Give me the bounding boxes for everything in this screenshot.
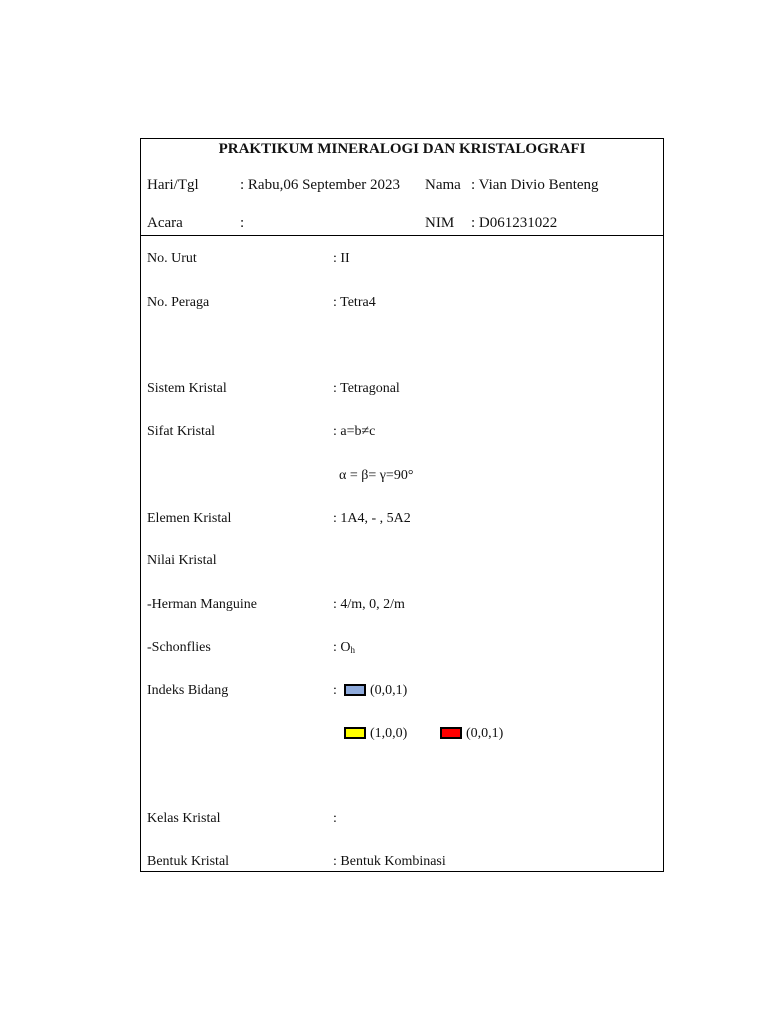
schonflies-subscript: h xyxy=(350,645,355,655)
face-index-item xyxy=(344,726,407,742)
indeks-bidang-label: Indeks Bidang xyxy=(147,683,229,698)
elemen-kristal-label: Elemen Kristal xyxy=(147,511,232,526)
worksheet xyxy=(140,138,664,872)
sifat-kristal-angles: α = β= γ=90° xyxy=(339,468,414,483)
kelas-kristal-label: Kelas Kristal xyxy=(147,811,221,826)
header-block xyxy=(141,139,663,236)
indeks-bidang-colon: : xyxy=(333,683,337,698)
page-title: PRAKTIKUM MINERALOGI DAN KRISTALOGRAFI xyxy=(218,141,586,157)
schonflies-value xyxy=(333,640,355,656)
sistem-kristal-label: Sistem Kristal xyxy=(147,381,227,396)
face-index-text: (1,0,0) xyxy=(370,726,408,741)
acara-value: : xyxy=(240,215,245,231)
no-urut-value: : II xyxy=(333,251,350,266)
no-peraga-value: : Tetra4 xyxy=(333,295,376,310)
elemen-kristal-value: : 1A4, - , 5A2 xyxy=(333,511,411,526)
nilai-kristal-label: Nilai Kristal xyxy=(147,553,217,568)
face-color-swatch xyxy=(344,684,366,696)
acara-label: Acara xyxy=(147,215,183,231)
face-color-swatch xyxy=(344,727,366,739)
no-urut-label: No. Urut xyxy=(147,251,197,266)
face-color-swatch xyxy=(440,727,462,739)
hari-value: : Rabu,06 September 2023 xyxy=(240,177,400,193)
sistem-kristal-value: : Tetragonal xyxy=(333,381,400,396)
nama-label: Nama xyxy=(425,177,461,193)
sifat-kristal-value: : a=b≠c xyxy=(333,424,376,439)
schonflies-label: -Schonflies xyxy=(147,640,211,655)
bentuk-kristal-label: Bentuk Kristal xyxy=(147,854,230,869)
nim-value: : D061231022 xyxy=(471,215,558,231)
nim-label: NIM xyxy=(425,215,455,231)
face-index-item xyxy=(440,726,503,742)
herman-manguine-label: -Herman Manguine xyxy=(147,597,258,612)
face-index-item xyxy=(344,683,407,699)
face-index-text: (0,0,1) xyxy=(370,683,408,698)
sifat-kristal-label: Sifat Kristal xyxy=(147,424,216,439)
face-index-text: (0,0,1) xyxy=(466,726,504,741)
no-peraga-label: No. Peraga xyxy=(147,295,210,310)
schonflies-symbol: : O xyxy=(333,640,351,655)
nama-value: : Vian Divio Benteng xyxy=(471,177,599,193)
bentuk-kristal-value: : Bentuk Kombinasi xyxy=(333,854,446,869)
kelas-kristal-value: : xyxy=(333,811,337,826)
herman-manguine-value: : 4/m, 0, 2/m xyxy=(333,597,405,612)
hari-label: Hari/Tgl xyxy=(147,177,199,193)
